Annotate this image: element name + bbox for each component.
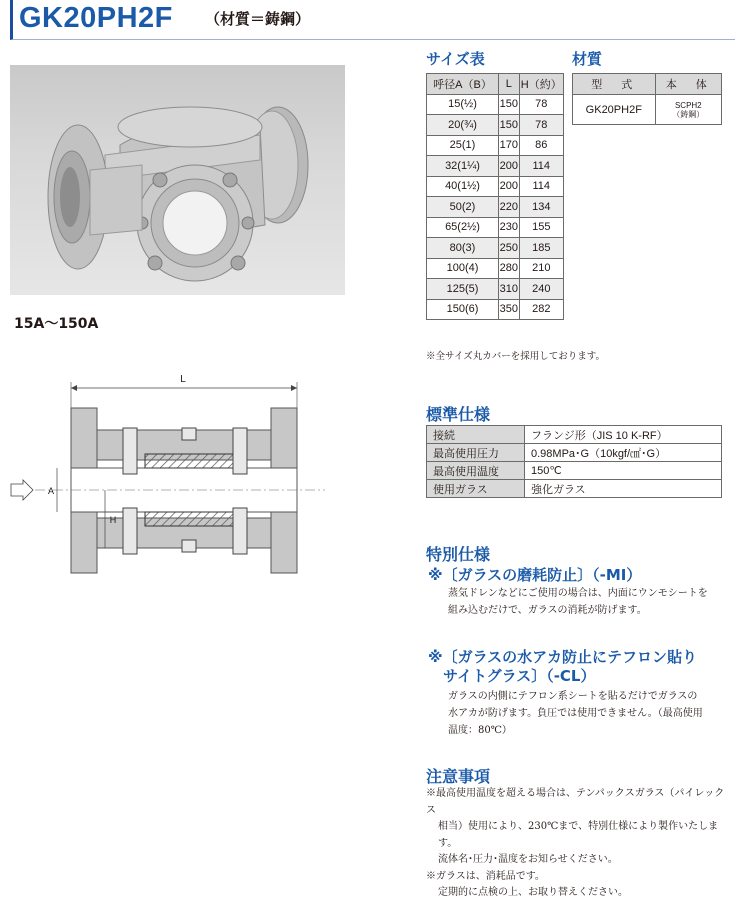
table-row (427, 480, 722, 498)
flow-arrow-icon (11, 480, 33, 500)
option-cl-line-2: 水アカが防げます。負圧では使用できません。（最高使用 (448, 708, 703, 719)
table-row (427, 238, 564, 259)
special-spec-title: 特別仕様 (426, 545, 491, 564)
spec-value: 150℃ (525, 462, 722, 480)
size-range-label: 15A〜150A (14, 316, 99, 332)
cell-l: 250 (499, 238, 520, 259)
cell-h: 114 (519, 176, 563, 197)
material-table (572, 73, 722, 125)
cell-nominal: 65(2½) (427, 217, 499, 238)
col-body: 本 体 (655, 74, 721, 95)
table-row (427, 426, 722, 444)
option-cl-title-line-2: サイトグラス〕（-CL） (428, 667, 596, 685)
cell-nominal: 15(½) (427, 94, 499, 115)
option-cl-body (448, 688, 703, 739)
cell-nominal: 125(5) (427, 279, 499, 300)
caution-line: ※最高使用温度を超える場合は、テンパックスガラス（パイレックス (426, 788, 725, 816)
cell-nominal: 40(1½) (427, 176, 499, 197)
sight-glass-illustration (10, 65, 345, 295)
col-nominal: 呼径A（B） (427, 74, 499, 95)
option-cl-line-1: ガラスの内側にテフロン系シートを貼るだけでガラスの (448, 691, 698, 702)
cell-l: 200 (499, 176, 520, 197)
model-title: GK20PH2F (19, 2, 173, 34)
caution-line: 相当）使用により、230℃まで、特別仕様により製作いたします。 (438, 821, 719, 849)
spec-key: 使用ガラス (427, 480, 525, 498)
cell-h: 185 (519, 238, 563, 259)
col-model: 型 式 (573, 74, 656, 95)
table-row (427, 444, 722, 462)
caution-line: 定期的に点検の上、お取り替えください。 (438, 887, 628, 898)
cell-l: 150 (499, 115, 520, 136)
cell-h: 155 (519, 217, 563, 238)
table-row (427, 258, 564, 279)
cell-l: 150 (499, 94, 520, 115)
cell-nominal: 150(6) (427, 299, 499, 320)
material-table-title: 材質 (572, 50, 603, 68)
cell-h: 282 (519, 299, 563, 320)
option-cl-title-line-1: ※〔ガラスの水アカ防止にテフロン貼り (428, 648, 697, 666)
cell-nominal: 20(¾) (427, 115, 499, 136)
spec-key: 接続 (427, 426, 525, 444)
option-cl-title (428, 648, 697, 686)
table-row (427, 299, 564, 320)
cell-l: 220 (499, 197, 520, 218)
cell-nominal: 80(3) (427, 238, 499, 259)
option-cl-line-3: 温度：80℃） (448, 725, 512, 736)
cell-h: 86 (519, 135, 563, 156)
material-subtitle: （材質＝鋳鋼） (205, 10, 311, 28)
dim-a-label: A (47, 486, 55, 496)
cell-model: GK20PH2F (573, 95, 656, 125)
body-material-name: （鋳鋼） (672, 109, 705, 119)
cell-h: 134 (519, 197, 563, 218)
spec-value: フランジ形（JIS 10 K-RF） (525, 426, 722, 444)
cross-section-drawing (5, 368, 335, 583)
product-photo (10, 65, 345, 295)
col-h: H（約） (519, 74, 563, 95)
size-table (426, 73, 564, 320)
col-l: L (499, 74, 520, 95)
caution-title: 注意事項 (426, 767, 491, 786)
caution-notes (426, 786, 731, 902)
table-row (427, 197, 564, 218)
cell-h: 78 (519, 115, 563, 136)
standard-spec-table (426, 425, 722, 498)
cell-nominal: 25(1) (427, 135, 499, 156)
table-row (427, 156, 564, 177)
standard-spec-title: 標準仕様 (426, 405, 491, 424)
cell-l: 230 (499, 217, 520, 238)
body-material-code: SCPH2 (674, 100, 702, 110)
cell-nominal: 50(2) (427, 197, 499, 218)
cell-l: 170 (499, 135, 520, 156)
table-row (573, 95, 722, 125)
table-row (427, 115, 564, 136)
spec-value: 0.98MPa･G（10kgf/㎠･G） (525, 444, 722, 462)
cell-nominal: 100(4) (427, 258, 499, 279)
cell-l: 280 (499, 258, 520, 279)
caution-line: 流体名･圧力･温度をお知らせください。 (438, 854, 618, 865)
cell-l: 350 (499, 299, 520, 320)
cell-h: 210 (519, 258, 563, 279)
option-mi-line-2: 組み込むだけで、ガラスの消耗が防げます。 (448, 605, 647, 616)
option-mi-line-1: 蒸気ドレンなどにご使用の場合は、内面にウンモシートを (448, 588, 708, 599)
cell-nominal: 32(1¼) (427, 156, 499, 177)
cell-body-material (655, 95, 721, 125)
cell-l: 200 (499, 156, 520, 177)
option-mi-title: ※〔ガラスの磨耗防止〕（-MI） (428, 566, 642, 584)
caution-line: ※ガラスは、消耗品です。 (426, 870, 545, 882)
cell-h: 240 (519, 279, 563, 300)
table-row (427, 462, 722, 480)
material-table-header-row (573, 74, 722, 95)
cell-h: 78 (519, 94, 563, 115)
table-row (427, 135, 564, 156)
dim-l-label: L (180, 374, 186, 385)
dim-h-label: H (109, 515, 117, 525)
size-table-title: サイズ表 (426, 50, 485, 68)
title-bar (10, 0, 735, 40)
size-table-header-row (427, 74, 564, 95)
cell-h: 114 (519, 156, 563, 177)
spec-key: 最高使用圧力 (427, 444, 525, 462)
size-table-note: ※全サイズ丸カバーを採用しております。 (426, 351, 605, 362)
table-row (427, 279, 564, 300)
cell-l: 310 (499, 279, 520, 300)
spec-key: 最高使用温度 (427, 462, 525, 480)
table-row (427, 176, 564, 197)
spec-value: 強化ガラス (525, 480, 722, 498)
table-row (427, 94, 564, 115)
table-row (427, 217, 564, 238)
option-mi-body (448, 585, 708, 619)
